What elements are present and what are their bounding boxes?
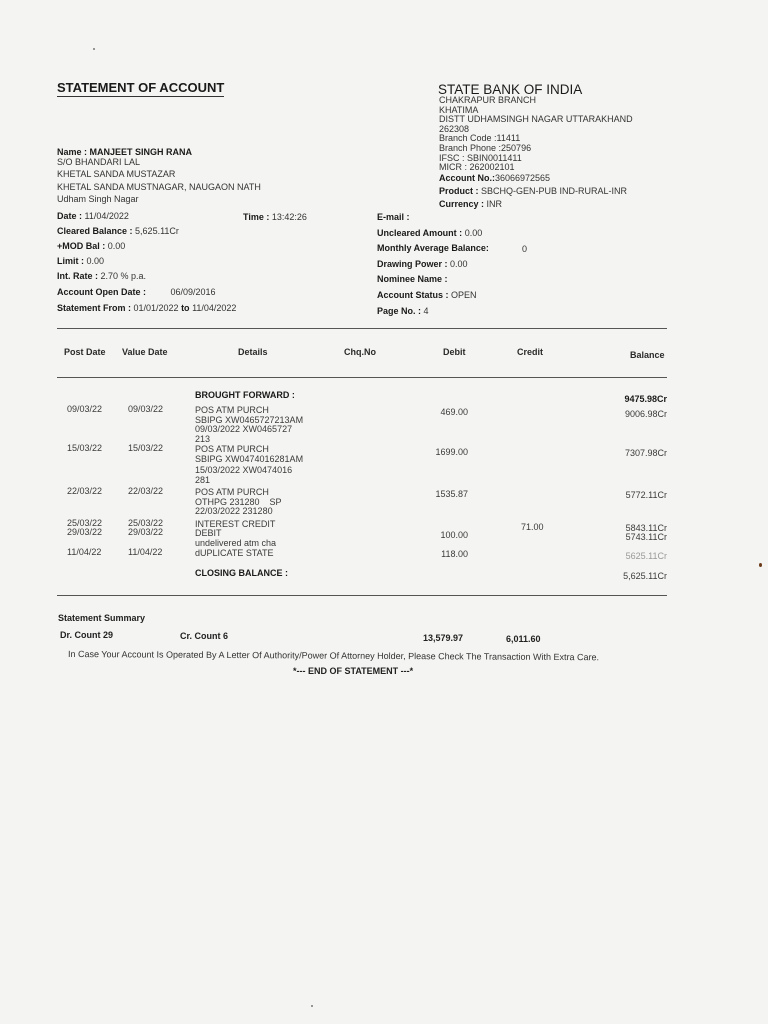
customer-line: Udham Singh Nagar — [57, 194, 139, 205]
row-debit: 100.00 — [440, 530, 468, 540]
nominee-name: Nominee Name : — [377, 274, 448, 284]
row-value-date: 25/03/22 — [128, 518, 164, 528]
row-value-date: 15/03/22 — [128, 443, 164, 453]
row-balance: 5772.11Cr — [625, 490, 667, 500]
col-details: Details — [238, 347, 268, 357]
table-bottom-rule — [57, 595, 667, 596]
bank-address — [439, 96, 633, 173]
row-balance: 7307.98Cr — [624, 448, 667, 458]
statement-period: Statement From : 01/01/2022 to 11/04/2022 — [57, 303, 237, 313]
col-post-date: Post Date — [64, 347, 106, 357]
interest-rate: Int. Rate : 2.70 % p.a. — [57, 271, 147, 281]
row-post-date: 09/03/22 — [67, 404, 103, 414]
row-value-date: 09/03/22 — [128, 404, 164, 414]
brought-forward-label: BROUGHT FORWARD : — [195, 390, 295, 400]
currency: Currency : INR — [439, 199, 503, 209]
product: Product : SBCHQ-GEN-PUB IND-RURAL-INR — [439, 186, 628, 196]
row-debit: 1535.87 — [435, 489, 468, 499]
customer-line: KHETAL SANDA MUSTNAGAR, NAUGAON NATH — [57, 181, 261, 192]
summary-title: Statement Summary — [58, 613, 146, 623]
row-balance: 9006.98Cr — [624, 409, 667, 419]
bank-line: DISTT UDHAMSINGH NAGAR UTTARAKHAND — [439, 114, 633, 125]
account-status: Account Status : OPEN — [377, 290, 477, 300]
row-post-date: 11/04/22 — [67, 547, 102, 557]
page-number: Page No. : 4 — [377, 306, 429, 316]
header-rule — [57, 328, 667, 329]
closing-balance-label: CLOSING BALANCE : — [195, 568, 288, 578]
row-post-date: 25/03/22 — [67, 518, 103, 528]
row-details: DEBIT undelivered atm cha — [195, 528, 277, 548]
customer-line: S/O BHANDARI LAL — [57, 156, 141, 167]
row-details: INTEREST CREDIT — [195, 519, 276, 529]
statement-date: Date : 11/04/2022 — [57, 211, 129, 221]
row-balance: 5625.11Cr — [625, 551, 667, 561]
row-balance: 5743.11Cr — [625, 532, 667, 542]
col-debit: Debit — [443, 347, 466, 357]
email: E-mail : — [377, 212, 410, 222]
statement-time: Time : 13:42:26 — [243, 212, 307, 222]
monthly-average-balance-value: 0 — [522, 244, 528, 254]
row-details: POS ATM PURCH SBIPG XW0474016281AM 15/03/2022 XW0474016 281 — [195, 444, 304, 485]
row-post-date: 22/03/22 — [67, 486, 103, 496]
mod-balance: +MOD Bal : 0.00 — [57, 241, 126, 251]
account-open-date: Account Open Date : 06/09/2016 — [57, 287, 216, 297]
uncleared-amount: Uncleared Amount : 0.00 — [377, 228, 483, 238]
limit: Limit : 0.00 — [57, 256, 105, 266]
col-credit: Credit — [517, 347, 544, 357]
row-details: POS ATM PURCH OTHPG 231280 SP 22/03/2022 231280 — [195, 487, 282, 516]
cr-count: Cr. Count 6 — [180, 631, 229, 641]
scan-speck — [311, 1005, 313, 1007]
account-number: Account No.:36066972565 — [439, 173, 551, 183]
scan-speck — [759, 563, 762, 567]
row-post-date: 15/03/22 — [67, 443, 103, 453]
row-value-date: 22/03/22 — [128, 486, 164, 496]
bank-name: STATE BANK OF INDIA — [438, 82, 583, 97]
total-debit: 13,579.97 — [423, 633, 464, 643]
row-details: POS ATM PURCH SBIPG XW0465727213AM 09/03/2022 XW0465727 213 — [195, 405, 304, 444]
row-value-date: 11/04/22 — [128, 547, 163, 557]
cleared-balance: Cleared Balance : 5,625.11Cr — [57, 226, 179, 236]
bank-line: IFSC : SBIN0011411 — [439, 152, 522, 163]
monthly-average-balance: Monthly Average Balance: — [377, 243, 489, 253]
closing-balance-value: 5,625.11Cr — [623, 571, 667, 581]
row-debit: 118.00 — [441, 549, 468, 559]
col-balance: Balance — [630, 350, 665, 360]
row-post-date: 29/03/22 — [67, 527, 103, 537]
customer-block — [57, 148, 261, 205]
drawing-power: Drawing Power : 0.00 — [377, 259, 468, 269]
row-debit: 1699.00 — [435, 447, 468, 457]
authority-notice: In Case Your Account Is Operated By A Letter Of Authority/Power Of Attorney Holder, Please Check The Transaction With Extra Care. — [67, 649, 600, 663]
col-value-date: Value Date — [122, 347, 168, 357]
bank-line: Branch Code :11411 — [439, 133, 521, 144]
brought-forward-balance: 9475.98Cr — [624, 394, 667, 404]
row-details: dUPLICATE STATE — [195, 548, 274, 558]
end-of-statement: *--- END OF STATEMENT ---* — [293, 666, 414, 676]
customer-name: Name : MANJEET SINGH RANA — [57, 147, 193, 157]
row-credit: 71.00 — [521, 522, 544, 532]
bank-line: KHATIMA — [439, 104, 479, 115]
scan-speck — [93, 48, 95, 50]
bank-line: MICR : 262002101 — [439, 162, 515, 173]
customer-line: KHETAL SANDA MUSTAZAR — [57, 169, 176, 180]
dr-count: Dr. Count 29 — [60, 630, 114, 640]
bank-line: 262308 — [439, 123, 470, 134]
col-chq-no: Chq.No — [344, 347, 376, 357]
bank-line: CHAKRAPUR BRANCH — [439, 95, 537, 105]
row-value-date: 29/03/22 — [128, 527, 164, 537]
row-debit: 469.00 — [440, 407, 468, 417]
document-title: STATEMENT OF ACCOUNT — [57, 80, 225, 95]
total-credit: 6,011.60 — [506, 634, 541, 644]
row-balance: 5843.11Cr — [625, 523, 667, 533]
bank-line: Branch Phone :250796 — [439, 142, 532, 153]
table-header-rule — [57, 377, 667, 378]
